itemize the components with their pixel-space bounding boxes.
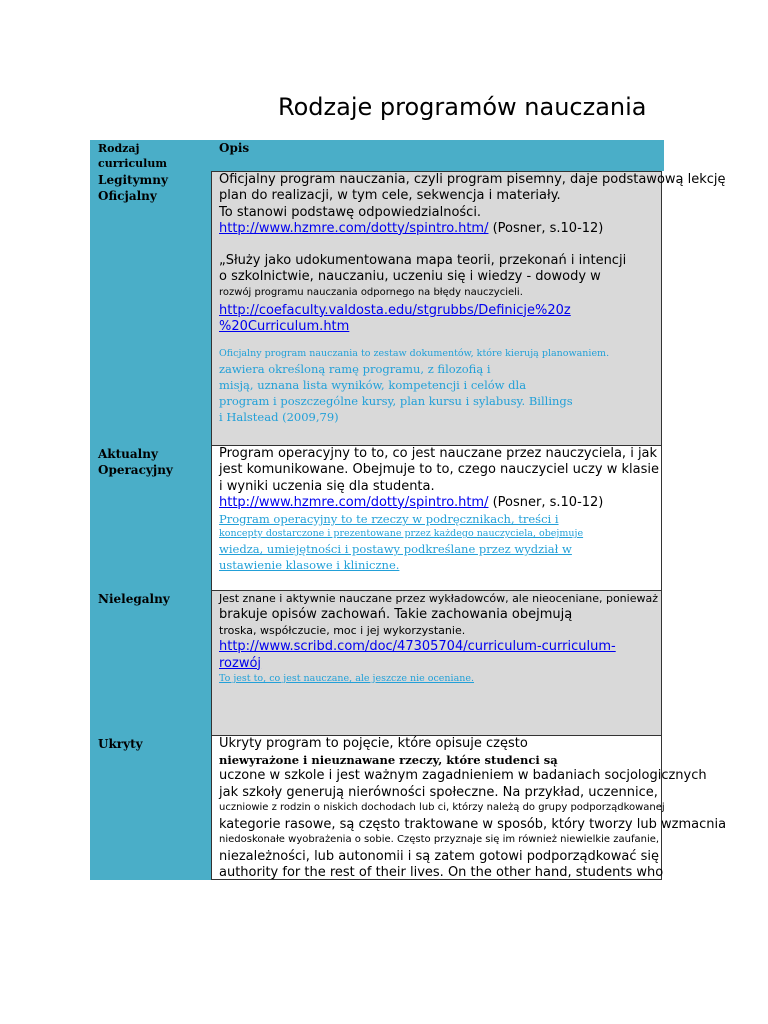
label-column bbox=[90, 140, 212, 880]
row-label-hidden: Ukryty bbox=[98, 737, 143, 751]
row-label-official: Legitymny Oficjalny bbox=[98, 173, 168, 203]
valdosta-link-cont[interactable]: %20Curriculum.htm bbox=[219, 319, 350, 335]
page-title: Rodzaje programów nauczania bbox=[278, 93, 647, 121]
row-illegitimate-description: Jest znane i aktywnie nauczane przez wykładowców, ale nieoceniane, ponieważ brakuje opisów zachowań. Takie zachowania obejmują troska, współczucie, moc i jej wykorzystanie. http://www.scribd.com/doc/47305704/curriculum-curriculum- rozwój To jest to, co jest nauczane, ale jeszcze nie oceniane. bbox=[211, 590, 662, 736]
row-hidden-description: Ukryty program to pojęcie, które opisuje często niewyrażone i nieuznawane rzeczy, które studenci są uczone w szkole i jest ważnym zagadnieniem w badaniach socjologicznych jak szkoły generują nierówności społeczne. Na przykład, uczennice, uczniowie z rodzin o niskich dochodach lub ci, którzy należą do grupy podporządkowanej kategorie rasowe, są często traktowane w sposób, który tworzy lub wzmacnia niedoskonałe wyobrażenia o sobie. Często przyznaje się im również niewielkie zaufanie, niezależności, lub autonomii i są zatem gotowi podporządkować się authority for the rest of their lives. On the other hand, students who bbox=[211, 735, 662, 880]
scribd-link[interactable]: http://www.scribd.com/doc/47305704/curriculum-curriculum- bbox=[219, 639, 616, 655]
valdosta-link[interactable]: http://coefaculty.valdosta.edu/stgrubbs/Definicje%20z bbox=[219, 302, 571, 318]
row-label-operational: Aktualny Operacyjny bbox=[98, 447, 173, 477]
header-description-label: Opis bbox=[219, 141, 250, 155]
row-label-illegitimate: Nielegalny bbox=[98, 592, 170, 606]
header-type-label: Rodzaj curriculum bbox=[98, 142, 167, 170]
row-official-description: Oficjalny program nauczania, czyli program pisemny, daje podstawową lekcję plan do realizacji, w tym cele, sekwencja i materiały. To stanowi podstawę odpowiedzialności. http://www.hzmre.com/dotty/spintro.htm/ (Posner, s.10-12) „Służy jako udokumentowana mapa teorii, przekonań i intencji o szkolnictwie, nauczaniu, uczeniu się i wiedzy - dowody w rozwój programu nauczania odpornego na błędy nauczycieli. http://coefaculty.valdosta.edu/stgrubbs/Definicje%20z %20Curriculum.htm Oficjalny program nauczania to zestaw dokumentów, które kierują planowaniem. zawiera określoną ramę programu, z filozofią i misją, uznana lista wyników, kompetencji i celów dla program i poszczególne kursy, plan kursu i sylabusy. Billings i Halstead (2009,79) bbox=[211, 171, 662, 446]
hzmre-link[interactable]: http://www.hzmre.com/dotty/spintro.htm/ bbox=[219, 220, 489, 236]
hzmre-link-2[interactable]: http://www.hzmre.com/dotty/spintro.htm/ bbox=[219, 494, 489, 510]
header-row bbox=[212, 140, 664, 171]
curriculum-table bbox=[90, 140, 727, 881]
row-operational-description: Program operacyjny to to, co jest nauczane przez nauczyciela, i jak jest komunikowane. Obejmuje to to, czego nauczyciel uczy w klasie i wyniki uczenia się dla studenta. http://www.hzmre.com/dotty/spintro.htm/ (Posner, s.10-12) Program operacyjny to te rzeczy w podręcznikach, treści i koncepty dostarczone i prezentowane przez każdego nauczyciela, obejmuje wiedza, umiejętności i postawy podkreślane przez wydział w ustawienie klasowe i kliniczne. bbox=[211, 445, 662, 591]
scribd-link-cont[interactable]: rozwój bbox=[219, 655, 262, 671]
